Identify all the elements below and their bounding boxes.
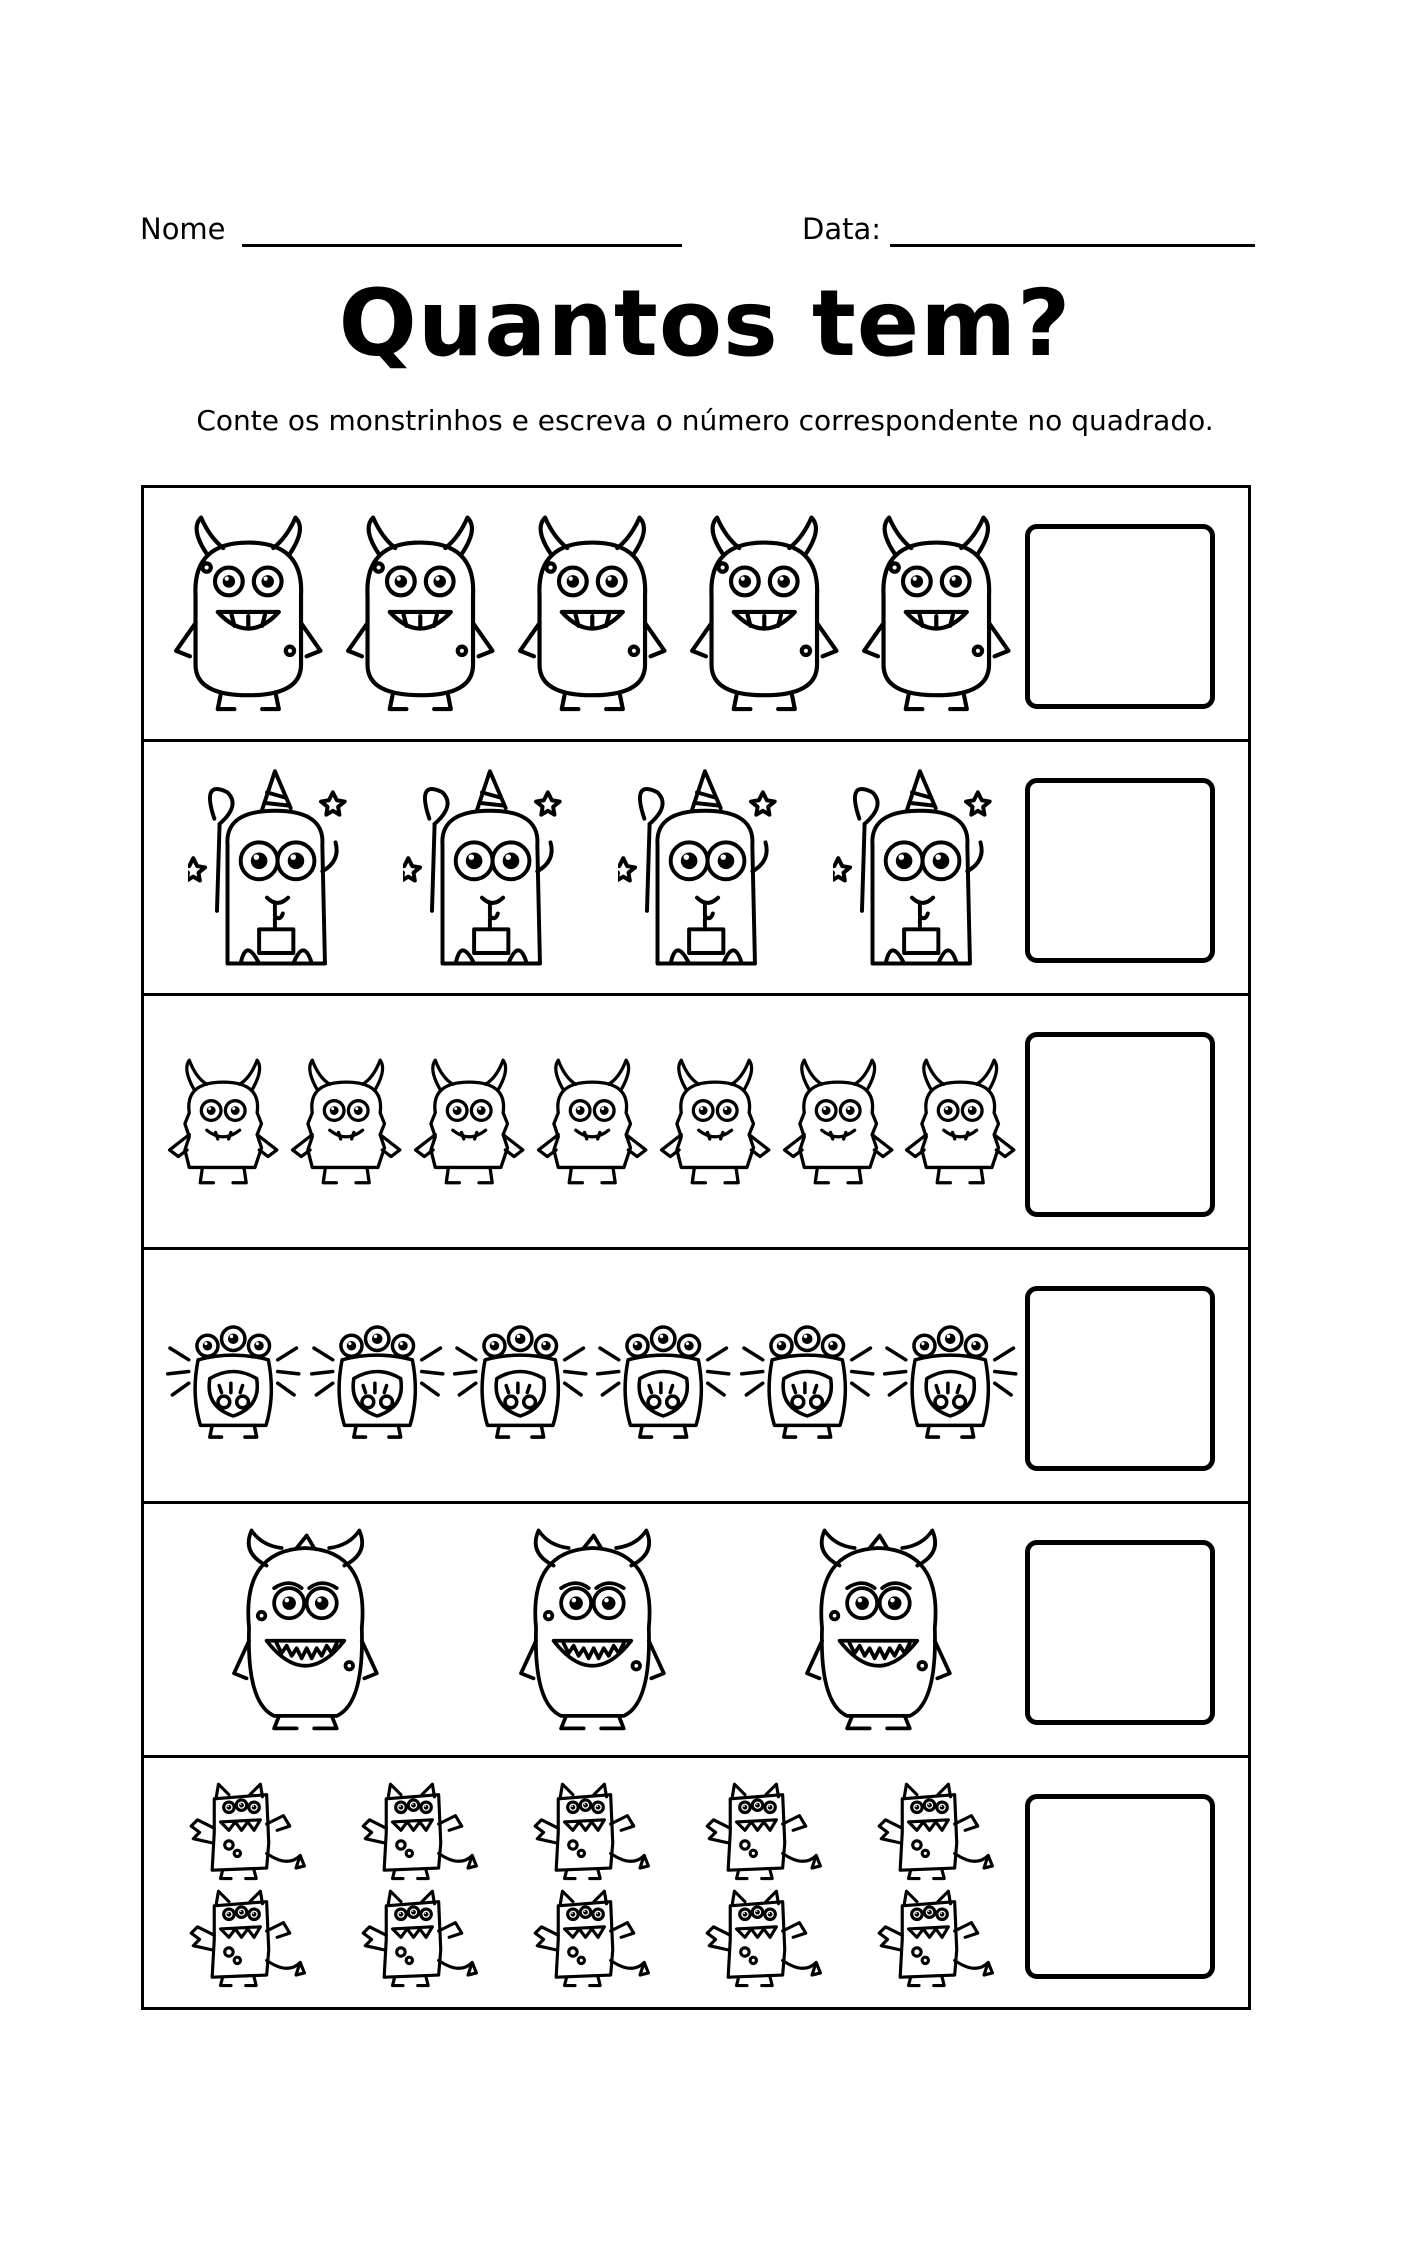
tailed-box-monster-icon <box>531 1780 653 1883</box>
counting-row <box>144 1758 1248 2012</box>
counting-row <box>144 996 1248 1250</box>
furry-horned-monster-icon <box>163 1058 283 1187</box>
page-title: Quantos tem? <box>338 270 1072 377</box>
party-hat-monster-icon <box>403 766 566 971</box>
tailed-box-monster-icon <box>187 1780 309 1883</box>
tailed-box-monster-icon <box>187 1887 309 1990</box>
big-horned-monster-icon <box>224 1528 387 1733</box>
monster-group <box>162 1270 1022 1484</box>
three-eyed-monster-icon <box>880 1313 1020 1442</box>
tailed-box-monster-icon <box>875 1887 997 1990</box>
monster-group <box>162 1016 1022 1230</box>
name-date-row <box>140 208 1255 248</box>
three-eyed-monster-icon <box>737 1313 877 1442</box>
answer-box[interactable] <box>1025 524 1215 709</box>
furry-horned-monster-icon <box>409 1058 529 1187</box>
name-label: Nome <box>140 212 226 246</box>
furry-horned-monster-icon <box>655 1058 775 1187</box>
tailed-box-monster-icon <box>531 1887 653 1990</box>
monster-group <box>162 762 1022 976</box>
answer-box[interactable] <box>1025 1540 1215 1725</box>
three-eyed-monster-icon <box>307 1313 447 1442</box>
tailed-box-monster-icon <box>875 1780 997 1883</box>
tailed-box-monster-icon <box>359 1780 481 1883</box>
monster-group <box>162 1778 1022 1992</box>
answer-box[interactable] <box>1025 778 1215 963</box>
horned-spotted-monster-icon <box>165 512 332 717</box>
name-field[interactable] <box>242 244 682 247</box>
party-hat-monster-icon <box>618 766 781 971</box>
three-eyed-monster-icon <box>450 1313 590 1442</box>
horned-spotted-monster-icon <box>509 512 676 717</box>
furry-horned-monster-icon <box>532 1058 652 1187</box>
horned-spotted-monster-icon <box>853 512 1020 717</box>
party-hat-monster-icon <box>188 766 351 971</box>
counting-grid <box>141 485 1251 2010</box>
furry-horned-monster-icon <box>900 1058 1020 1187</box>
three-eyed-monster-icon <box>593 1313 733 1442</box>
counting-row <box>144 1250 1248 1504</box>
counting-row <box>144 742 1248 996</box>
furry-horned-monster-icon <box>286 1058 406 1187</box>
tailed-box-monster-icon <box>359 1887 481 1990</box>
monster-group <box>162 1524 1022 1738</box>
counting-row <box>144 1504 1248 1758</box>
answer-box[interactable] <box>1025 1032 1215 1217</box>
date-label: Data: <box>802 212 882 246</box>
big-horned-monster-icon <box>797 1528 960 1733</box>
three-eyed-monster-icon <box>163 1313 303 1442</box>
horned-spotted-monster-icon <box>337 512 504 717</box>
big-horned-monster-icon <box>511 1528 674 1733</box>
instructions-text: Conte os monstrinhos e escreva o número correspondente no quadrado. <box>196 404 1214 437</box>
horned-spotted-monster-icon <box>681 512 848 717</box>
tailed-box-monster-icon <box>703 1887 825 1990</box>
date-field[interactable] <box>890 244 1255 247</box>
counting-row <box>144 488 1248 742</box>
monster-group <box>162 508 1022 722</box>
furry-horned-monster-icon <box>778 1058 898 1187</box>
party-hat-monster-icon <box>833 766 996 971</box>
answer-box[interactable] <box>1025 1286 1215 1471</box>
tailed-box-monster-icon <box>703 1780 825 1883</box>
answer-box[interactable] <box>1025 1794 1215 1979</box>
